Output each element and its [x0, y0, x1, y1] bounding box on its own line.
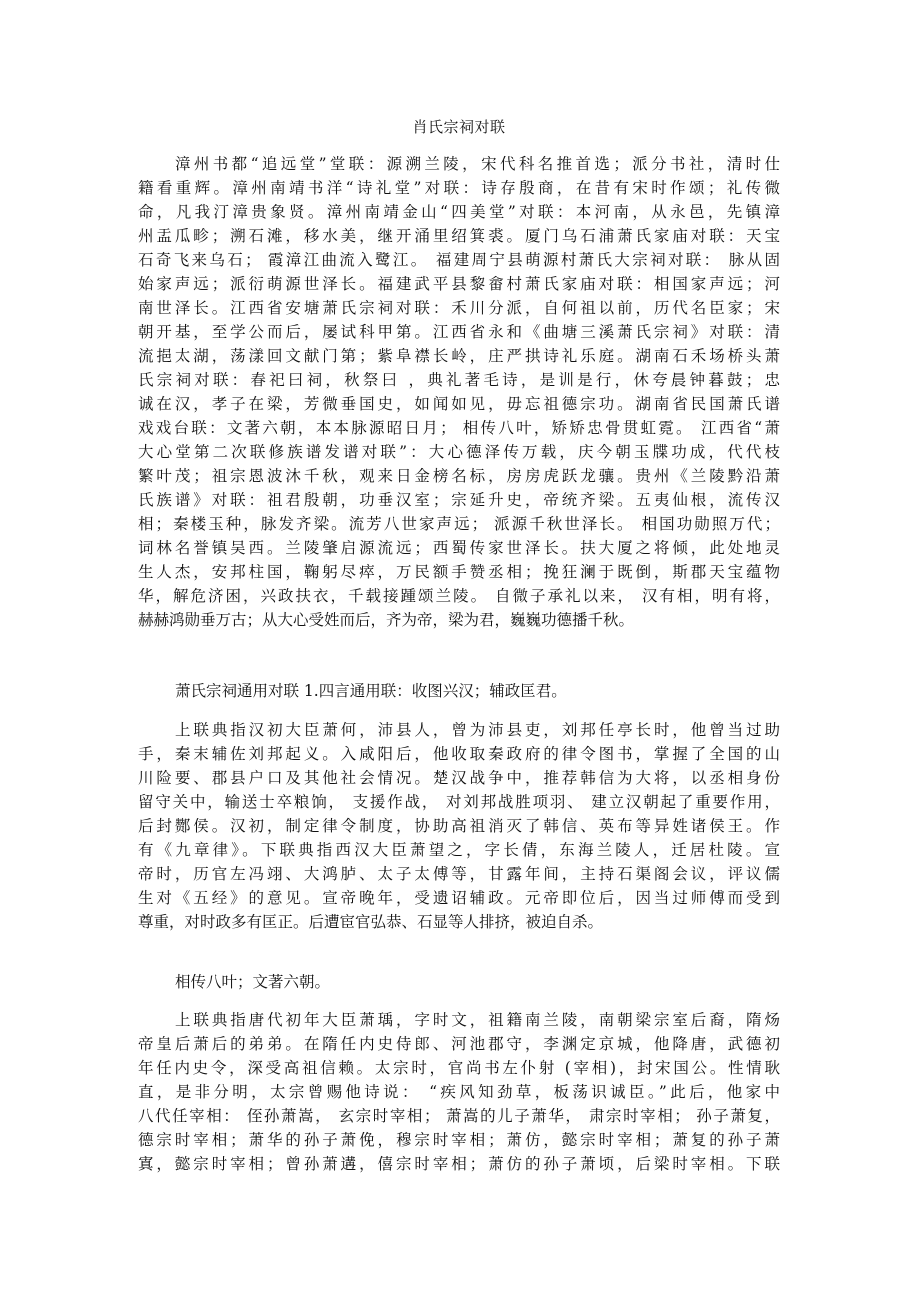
paragraph-eight-generations-couplet — [138, 970, 780, 994]
text-line: 赫赫鸿勋垂万古；从大心受姓而后，齐为帝，梁为君，巍巍功德播千秋。 — [138, 611, 635, 629]
page-title: 肖氏宗祠对联 — [412, 118, 506, 136]
text-line: 生人杰，安邦柱国，鞠躬尽瘁，万民额手赞丞相；挽狂澜于既倒，斯郡天宝蕴物 — [138, 563, 780, 581]
text-line: 德宗时宰相；萧华的孙子萧俛，穆宗时宰相；萧仿，懿宗时宰相；萧复的孙子萧 — [138, 1131, 780, 1149]
text-line: 命，凡我汀漳贵象贤。漳州南靖金山“四美堂”对联：本河南，从永邑，先镇漳 — [138, 203, 780, 221]
text-line: 繁叶茂；祖宗恩波沐千秋，观来日金榜名标，房房虎跃龙骧。贵州《兰陵黔沿萧 — [138, 467, 780, 485]
text-line: 川险要、郡县户口及其他社会情况。楚汉战争中，推荐韩信为大将，以丞相身份 — [138, 769, 780, 787]
text-line: 氏宗祠对联：春祀曰祠，秋祭曰 ，典礼著毛诗，是训是行，休夸晨钟暮鼓；忠 — [138, 371, 780, 389]
text-line: 有《九章律》。下联典指西汉大臣萧望之，字长倩，东海兰陵人，迁居杜陵。宣 — [138, 841, 780, 859]
text-line: 相传八叶；文著六朝。 — [175, 973, 331, 991]
text-line: 大心堂第二次联修族谱发谱对联”：大心德泽传万载，庆今朝玉牒功成，代代枝 — [138, 443, 780, 461]
text-line: 戏戏台联：文著六朝，本本脉源昭日月； 相传八叶，矫矫忠骨贯虹霓。 江西省“萧 — [138, 419, 780, 437]
text-line: 漳州书都“追远堂”堂联：源溯兰陵，宋代科名推首选；派分书社，清时仕 — [175, 155, 780, 173]
text-line: 石奇飞来乌石； 霞漳江曲流入鹭江。 福建周宁县萌源村萧氏大宗祠对联： 脉从固 — [138, 251, 780, 269]
text-line: 词林名誉镇吴西。兰陵肇启源流远；西蜀传家世泽长。扶大厦之将倾，此处地灵 — [138, 539, 780, 557]
text-line: 上联典指唐代初年大臣萧瑀，字时文，祖籍南兰陵，南朝梁宗室后裔，隋炀 — [175, 1011, 780, 1029]
text-line: 流挹太湖，荡漾回文献门第；紫阜襟长岭，庄严拱诗礼乐庭。湖南石禾场桥头萧 — [138, 347, 780, 365]
text-line: 州盂瓜畛；溯石滩，移水美，继开涌里绍箕裘。厦门乌石浦萧氏家庙对联：天宝 — [138, 227, 780, 245]
text-line: 八代任宰相： 侄孙萧嵩， 玄宗时宰相； 萧嵩的儿子萧华， 肃宗时宰相； 孙子萧复， — [138, 1107, 780, 1125]
text-line: 朝开基，至学公而后，屡试科甲第。江西省永和《曲塘三溪萧氏宗祠》对联：清 — [138, 323, 780, 341]
paragraph-general-couplets-heading — [138, 679, 780, 703]
text-line: 寘，懿宗时宰相；曾孙萧遘，僖宗时宰相；萧仿的孙子萧顷，后梁时宰相。下联 — [138, 1155, 780, 1173]
text-line: 尊重，对时政多有匡正。后遭宦官弘恭、石显等人排挤，被迫自杀。 — [138, 913, 604, 931]
text-line: 诚在汉，孝子在梁，芳微垂国史，如闻如见，毋忘祖德宗功。湖南省民国萧氏谱 — [138, 395, 780, 413]
text-line: 上联典指汉初大臣萧何，沛县人，曾为沛县吏，刘邦任亭长时，他曾当过助 — [175, 721, 780, 739]
text-line: 手，秦末辅佐刘邦起义。入咸阳后，他收取秦政府的律令图书，掌握了全国的山 — [138, 745, 780, 763]
text-line: 年任内史令，深受高祖信赖。太宗时，官尚书左仆射 (宰相)，封宋国公。性情耿 — [138, 1059, 780, 1077]
text-line: 生对《五经》的意见。宣帝晚年，受遗诏辅政。元帝即位后，因当过师傅而受到 — [138, 889, 780, 907]
text-line: 萧氏宗祠通用对联 1.四言通用联：收图兴汉；辅政匡君。 — [175, 682, 567, 700]
text-line: 帝时，历官左冯翊、大鸿胪、太子太傅等，甘露年间，主持石渠阁会议，评议儒 — [138, 865, 780, 883]
text-line: 华，解危济困，兴政扶衣，千载接踵颂兰陵。 自微子承礼以来， 汉有相，明有将， — [138, 587, 780, 605]
text-line: 南世泽长。江西省安塘萧氏宗祠对联：禾川分派，自何祖以前，历代名臣家；宋 — [138, 299, 780, 317]
text-line: 氏族谱》对联：祖君殷朝，功垂汉室；宗延升史，帝统齐梁。五夷仙根，流传汉 — [138, 491, 780, 509]
text-line: 直，是非分明，太宗曾赐他诗说： “疾风知劲草，板荡识诚臣。”此后，他家中 — [138, 1083, 780, 1101]
paragraph-xiao-yu-explanation — [138, 1008, 780, 1176]
text-line: 相；秦楼玉种，脉发齐梁。流芳八世家声远； 派源千秋世泽长。 相国功勋照万代； — [138, 515, 780, 533]
text-line: 后封酂侯。汉初，制定律令制度，协助高祖消灭了韩信、英布等异姓诸侯王。作 — [138, 817, 780, 835]
text-line: 始家声远；派衍萌源世泽长。福建武平县黎畲村萧氏家庙对联：相国家声远；河 — [138, 275, 780, 293]
text-line: 留守关中，输送士卒粮饷， 支援作战， 对刘邦战胜项羽、 建立汉朝起了重要作用， — [138, 793, 780, 811]
text-line: 帝皇后萧后的弟弟。在隋任内史侍郎、河池郡守，李渊定京城，他降唐，武德初 — [138, 1035, 780, 1053]
paragraph-couplets-list — [138, 152, 780, 632]
text-line: 籍看重辉。漳州南靖书洋“诗礼堂”对联：诗存殷商，在昔有宋时作颂；礼传微 — [138, 179, 780, 197]
paragraph-xiao-he-explanation — [138, 718, 780, 934]
